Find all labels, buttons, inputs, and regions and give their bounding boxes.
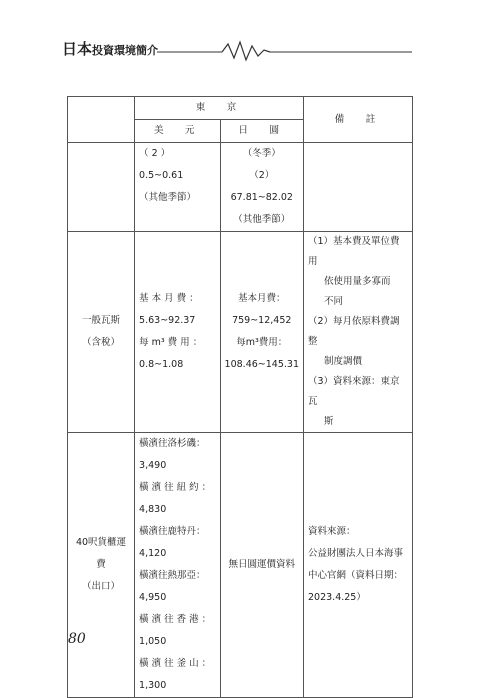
route-label: 橫濱往洛杉磯： — [139, 438, 206, 449]
cell-remarks — [304, 232, 413, 433]
route-label: 橫濱往鹿特丹： — [139, 526, 206, 537]
table-row-freight — [68, 433, 413, 698]
note-text: 中心官網（資料日期： — [308, 570, 404, 581]
cell-jpy — [220, 232, 303, 433]
cell-text: （其他季節） — [139, 192, 197, 203]
cost-table — [67, 96, 413, 698]
cell-text: 5.63~92.37 — [139, 315, 196, 326]
route-value: 4,830 — [139, 504, 167, 515]
cell-remarks — [304, 143, 413, 232]
note-text: 2023.4.25） — [308, 592, 366, 603]
table-row-continued — [68, 143, 413, 232]
cell-text: （含稅） — [82, 337, 121, 348]
title-sub: 投資環境簡介 — [92, 44, 159, 57]
cell-usd — [135, 232, 221, 433]
note-text: 不同 — [324, 296, 344, 307]
page-number: 80 — [68, 631, 86, 647]
route-label: 橫 濱 往 紐 約 ： — [139, 482, 212, 493]
table-row-gas — [68, 232, 413, 433]
corner-cell — [68, 97, 135, 143]
note-text: 資料來源： — [308, 526, 356, 537]
route-value: 4,950 — [139, 592, 167, 603]
cell-text: （出口） — [82, 581, 121, 592]
cell-jpy — [220, 143, 303, 232]
cell-remarks — [304, 433, 413, 698]
route-label: 橫 濱 往 釜 山 ： — [139, 658, 212, 669]
cell-text: 基 本 月 費 ： — [139, 293, 199, 304]
header-tokyo: 東 京 — [135, 97, 304, 120]
cell-text: （2）67.81~82.02 — [230, 170, 293, 203]
cell-usd — [135, 433, 221, 698]
cell-text: （ 2 ） 0.5~0.61 — [139, 148, 184, 181]
row-label-freight — [68, 433, 135, 698]
note-text: 依使用量多寡而 — [324, 276, 391, 287]
document-title — [62, 38, 158, 59]
route-value: 3,490 — [139, 460, 167, 471]
note-text: （2）每月依原料費調整 — [308, 316, 400, 347]
route-value: 4,120 — [139, 548, 167, 559]
cell-jpy: 無日圓運價資料 — [220, 433, 303, 698]
row-label-empty — [68, 143, 135, 232]
row-label-gas — [68, 232, 135, 433]
cell-text: 40呎貨櫃運費 — [75, 537, 127, 570]
cell-text: 108.46~145.31 — [224, 359, 299, 370]
header-remarks: 備 註 — [304, 97, 413, 143]
header-usd: 美 元 — [135, 120, 221, 143]
cell-text: 每 m³ 費 用 ： — [139, 337, 203, 348]
title-main: 日本 — [62, 40, 93, 58]
cell-text: 759~12,452 — [232, 315, 292, 326]
cell-text: （冬季） — [242, 148, 281, 159]
table-header-row — [68, 97, 413, 120]
cell-text: 0.8~1.08 — [139, 359, 184, 370]
header-jpy: 日 圓 — [220, 120, 303, 143]
route-label: 橫濱往熱那亞： — [139, 570, 206, 581]
cell-text: 一般瓦斯 — [82, 315, 121, 326]
note-text: 斯 — [324, 416, 334, 427]
cell-text: 每m³費用： — [236, 337, 288, 348]
route-value: 1,050 — [139, 636, 167, 647]
route-value: 1,300 — [139, 680, 167, 691]
running-header — [62, 36, 432, 64]
cell-usd — [135, 143, 221, 232]
route-label: 橫 濱 往 香 港 ： — [139, 614, 212, 625]
cell-text: （其他季節） — [233, 214, 291, 225]
cell-text: 基本月費： — [238, 293, 286, 304]
note-text: 制度調價 — [324, 356, 363, 367]
note-text: （1）基本費及單位費用 — [308, 236, 400, 267]
note-text: 公益財團法人日本海事 — [308, 548, 404, 559]
note-text: （3）資料來源：東京瓦 — [308, 376, 400, 407]
